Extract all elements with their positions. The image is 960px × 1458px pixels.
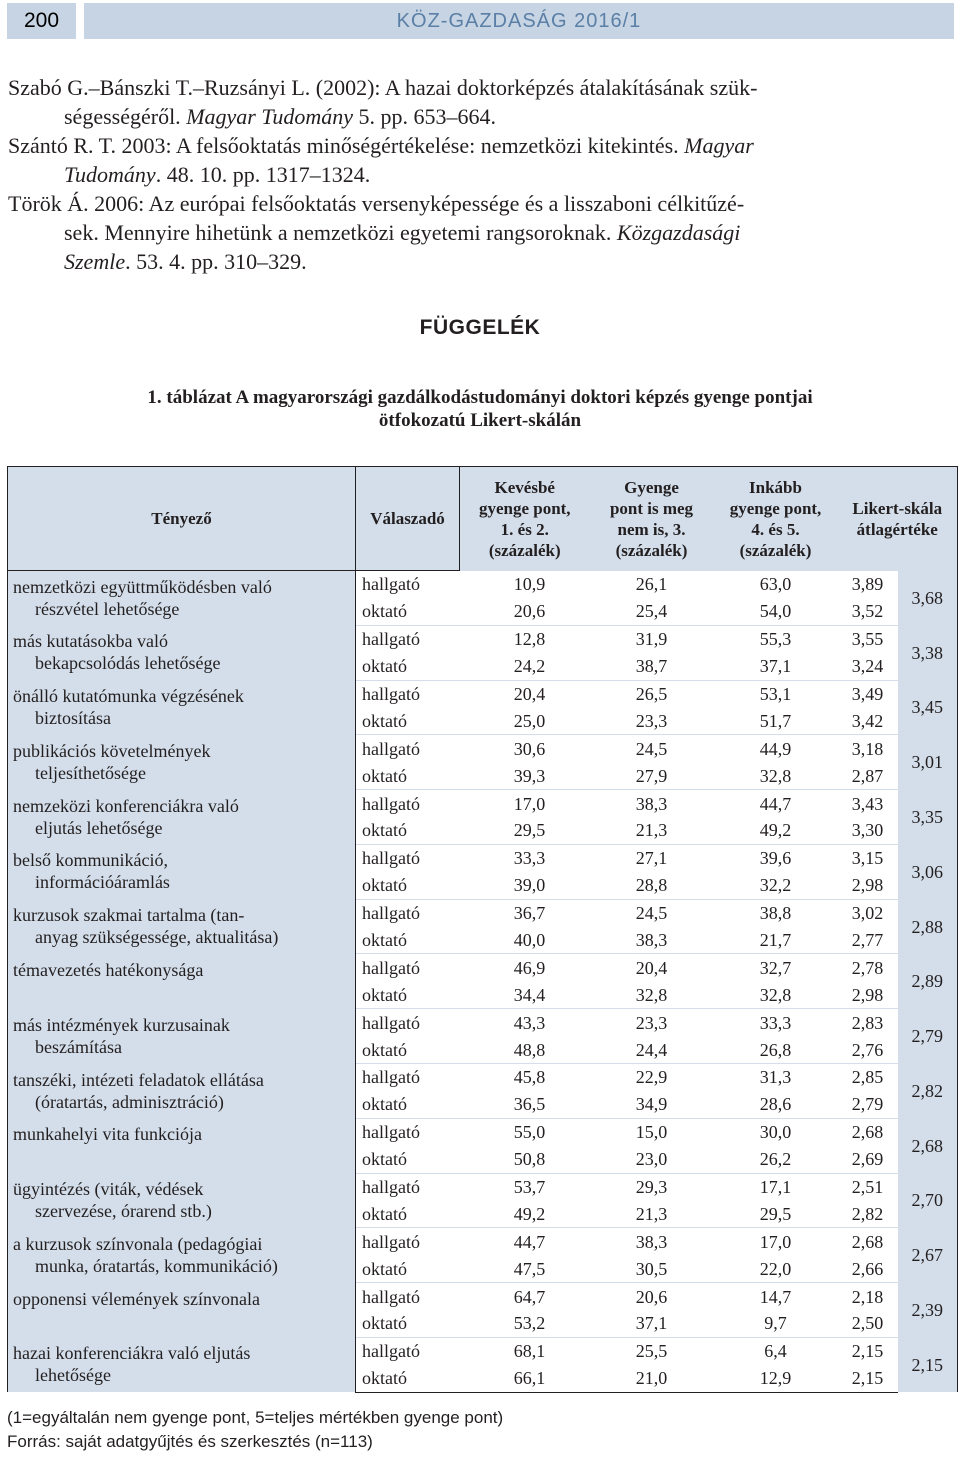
page-header [7, 3, 954, 39]
factor-label: a kurzusok színvonala (pedagógiai [13, 1233, 263, 1254]
likert-group-mean: 2,70 [898, 1173, 958, 1228]
factor-label-cont: információáramlás [35, 872, 170, 893]
likert-mean: 3,43 [838, 790, 898, 817]
respondent-cell: hallgató [356, 954, 460, 981]
table-row [8, 899, 958, 926]
more-weak-pct: 44,7 [714, 790, 838, 817]
neutral-pct: 38,3 [590, 1228, 714, 1255]
factor-cell [8, 1173, 356, 1228]
table-row [8, 1118, 958, 1145]
more-weak-pct: 29,5 [759, 1203, 792, 1224]
less-weak-pct: 10,9 [460, 571, 590, 598]
less-weak-pct: 44,7 [460, 1228, 590, 1255]
factor-label: más intézmények kurzusainak [13, 1014, 230, 1035]
less-weak-pct: 25,0 [513, 710, 546, 731]
more-weak-pct: 44,9 [714, 735, 838, 762]
neutral-pct: 21,3 [635, 1203, 668, 1224]
neutral-pct: 38,7 [635, 656, 668, 677]
more-weak-pct: 28,6 [759, 1094, 792, 1115]
more-weak-pct: 63,0 [714, 571, 838, 598]
respondent-cell: oktató [362, 656, 407, 677]
factor-label-cont: anyag szükségessége, aktualitása) [35, 927, 279, 948]
table-row [8, 1337, 958, 1364]
caption-line: 1. táblázat A magyarországi gazdálkodástudományi doktori képzés gyenge pontjai [147, 387, 813, 408]
more-weak-pct: 21,7 [759, 930, 792, 951]
factor-label: nemzeközi konferenciákra való [13, 795, 239, 816]
likert-mean: 3,49 [838, 680, 898, 707]
appendix-title: FÜGGELÉK [419, 316, 541, 339]
neutral-pct: 37,1 [635, 1313, 668, 1334]
respondent-cell: hallgató [356, 899, 460, 926]
likert-group-mean: 2,89 [898, 954, 958, 1009]
factor-label: belső kommunikáció, [13, 850, 168, 871]
neutral-pct: 15,0 [590, 1118, 714, 1145]
likert-mean: 3,55 [838, 625, 898, 652]
factor-label-cont: bekapcsolódás lehetősége [35, 653, 221, 674]
respondent-cell: hallgató [356, 1283, 460, 1310]
more-weak-pct: 31,3 [714, 1064, 838, 1091]
neutral-pct: 26,1 [590, 571, 714, 598]
likert-group-mean: 3,45 [898, 680, 958, 735]
reference-journal: Magyar Tudomány [186, 104, 354, 129]
factor-cell [8, 1337, 356, 1392]
likert-mean: 2,15 [838, 1337, 898, 1364]
respondent-cell: oktató [362, 1039, 407, 1060]
likert-mean: 2,66 [851, 1258, 884, 1279]
less-weak-pct: 53,7 [460, 1173, 590, 1200]
more-weak-pct: 6,4 [714, 1337, 838, 1364]
more-weak-pct: 14,7 [714, 1283, 838, 1310]
neutral-pct: 24,5 [590, 899, 714, 926]
more-weak-pct: 32,7 [714, 954, 838, 981]
likert-mean: 2,87 [851, 765, 884, 786]
more-weak-pct: 12,9 [714, 1365, 838, 1392]
respondent-cell: hallgató [356, 1064, 460, 1091]
more-weak-pct: 53,1 [714, 680, 838, 707]
neutral-pct: 34,9 [635, 1094, 668, 1115]
factor-label-cont: teljesíthetősége [35, 762, 146, 783]
likert-group-mean: 3,06 [898, 844, 958, 899]
more-weak-pct: 55,3 [714, 625, 838, 652]
likert-mean: 2,83 [838, 1009, 898, 1036]
factor-cell [8, 1009, 356, 1064]
respondent-cell: hallgató [356, 790, 460, 817]
respondent-cell: hallgató [356, 1009, 460, 1036]
respondent-cell: oktató [362, 984, 407, 1005]
reference-text: Török Á. 2006: Az európai felsőoktatás versenyképessége és a lisszaboni célkitűzé- [8, 191, 745, 216]
likert-mean: 3,02 [838, 899, 898, 926]
neutral-pct: 32,8 [635, 984, 668, 1005]
more-weak-pct: 22,0 [759, 1258, 792, 1279]
respondent-cell: hallgató [356, 735, 460, 762]
less-weak-pct: 49,2 [513, 1203, 546, 1224]
table-row [8, 680, 958, 707]
table-notes [7, 1406, 947, 1454]
likert-group-mean: 3,35 [898, 790, 958, 845]
more-weak-pct: 26,8 [759, 1039, 792, 1060]
respondent-cell: oktató [362, 875, 407, 896]
respondent-cell: oktató [362, 1094, 407, 1115]
factor-cell [8, 1283, 356, 1338]
likert-mean: 2,82 [851, 1203, 884, 1224]
respondent-cell: oktató [362, 1149, 407, 1170]
more-weak-pct: 37,1 [759, 656, 792, 677]
more-weak-pct: 54,0 [759, 601, 792, 622]
neutral-pct: 24,4 [635, 1039, 668, 1060]
factor-cell [8, 1118, 356, 1173]
less-weak-pct: 68,1 [460, 1337, 590, 1364]
likert-group-mean: 2,82 [898, 1064, 958, 1119]
neutral-pct: 22,9 [590, 1064, 714, 1091]
neutral-pct: 25,4 [635, 601, 668, 622]
factor-label: publikációs követelmények [13, 740, 211, 761]
likert-mean: 2,68 [838, 1228, 898, 1255]
factor-cell [8, 680, 356, 735]
more-weak-pct: 32,2 [759, 875, 792, 896]
more-weak-pct: 38,8 [714, 899, 838, 926]
reference-item [8, 131, 952, 189]
less-weak-pct: 46,9 [460, 954, 590, 981]
less-weak-pct: 50,8 [513, 1149, 546, 1170]
likert-group-mean: 2,67 [898, 1228, 958, 1283]
neutral-pct: 38,3 [590, 790, 714, 817]
likert-mean: 3,30 [851, 820, 884, 841]
less-weak-pct: 34,4 [513, 984, 546, 1005]
neutral-pct: 29,3 [590, 1173, 714, 1200]
neutral-pct: 26,5 [590, 680, 714, 707]
likert-table-wrapper [7, 466, 957, 1393]
respondent-cell: hallgató [356, 1228, 460, 1255]
respondent-cell: hallgató [356, 1118, 460, 1145]
reference-item [8, 189, 952, 276]
likert-group-mean: 2,68 [898, 1118, 958, 1173]
header-respondent: Válaszadó [356, 467, 460, 571]
likert-group-mean: 3,38 [898, 625, 958, 680]
factor-label: hazai konferenciákra való eljutás [13, 1343, 251, 1364]
likert-mean: 2,85 [838, 1064, 898, 1091]
less-weak-pct: 39,0 [513, 875, 546, 896]
less-weak-pct: 12,8 [460, 625, 590, 652]
more-weak-pct: 49,2 [759, 820, 792, 841]
more-weak-pct: 26,2 [759, 1149, 792, 1170]
likert-mean: 2,18 [838, 1283, 898, 1310]
less-weak-pct: 47,5 [513, 1258, 546, 1279]
respondent-cell: oktató [362, 1203, 407, 1224]
table-header-row [8, 467, 958, 571]
less-weak-pct: 45,8 [460, 1064, 590, 1091]
neutral-pct: 21,0 [590, 1365, 714, 1392]
journal-title: KÖZ-GAZDASÁG 2016/1 [84, 3, 954, 39]
reference-item [8, 73, 952, 131]
table-caption [30, 386, 930, 432]
likert-mean: 2,69 [851, 1149, 884, 1170]
neutral-pct: 27,9 [635, 765, 668, 786]
reference-text: . 48. 10. pp. 1317–1324. [155, 162, 371, 187]
factor-label: tanszéki, intézeti feladatok ellátása [13, 1069, 264, 1090]
likert-group-mean: 2,88 [898, 899, 958, 954]
table-row [8, 1173, 958, 1200]
less-weak-pct: 20,4 [460, 680, 590, 707]
more-weak-pct: 39,6 [714, 844, 838, 871]
reference-text: . 53. 4. pp. 310–329. [125, 249, 307, 274]
factor-label: témavezetés hatékonysága [13, 959, 204, 980]
reference-list [8, 73, 952, 276]
neutral-pct: 38,3 [635, 930, 668, 951]
respondent-cell: oktató [362, 601, 407, 622]
page-number: 200 [7, 3, 76, 39]
factor-label-cont: beszámítása [35, 1036, 122, 1057]
table-row [8, 735, 958, 762]
table-row [8, 1283, 958, 1310]
likert-table [7, 466, 958, 1393]
table-row [8, 1228, 958, 1255]
more-weak-pct: 9,7 [764, 1313, 787, 1334]
likert-group-mean: 3,01 [898, 735, 958, 790]
factor-cell [8, 1228, 356, 1283]
header-neutral: Gyenge pont is meg nem is, 3. (százalék) [590, 467, 714, 571]
table-row [8, 571, 958, 598]
reference-journal: Tudomány [64, 162, 156, 187]
less-weak-pct: 43,3 [460, 1009, 590, 1036]
factor-label-cont: munka, óratartás, kommunikáció) [35, 1255, 278, 1276]
reference-text: 5. pp. 653–664. [353, 104, 497, 129]
reference-text: Szabó G.–Bánszki T.–Ruzsányi L. (2002): A hazai doktorképzés átalakításának szük- [8, 75, 758, 100]
header-likert-average: Likert-skála átlagértéke [838, 467, 958, 571]
factor-label-cont: szervezése, órarend stb.) [35, 1201, 212, 1222]
factor-cell [8, 735, 356, 790]
factor-label-cont: (óratartás, adminisztráció) [35, 1091, 224, 1112]
less-weak-pct: 29,5 [513, 820, 546, 841]
likert-group-mean: 2,79 [898, 1009, 958, 1064]
neutral-pct: 30,5 [635, 1258, 668, 1279]
factor-cell [8, 625, 356, 680]
table-row [8, 954, 958, 981]
table-row [8, 790, 958, 817]
source-note: Forrás: saját adatgyűjtés és szerkesztés (n=113) [7, 1432, 373, 1451]
reference-text: ségességéről. [64, 104, 187, 129]
respondent-cell: hallgató [356, 1337, 460, 1364]
less-weak-pct: 39,3 [513, 765, 546, 786]
less-weak-pct: 24,2 [513, 656, 546, 677]
less-weak-pct: 40,0 [513, 930, 546, 951]
neutral-pct: 27,1 [590, 844, 714, 871]
neutral-pct: 24,5 [590, 735, 714, 762]
reference-journal: Szemle [64, 249, 126, 274]
header-less-weak: Kevésbé gyenge pont, 1. és 2. (százalék) [460, 467, 590, 571]
factor-label-cont: biztosítása [35, 708, 111, 729]
neutral-pct: 20,6 [590, 1283, 714, 1310]
neutral-pct: 21,3 [635, 820, 668, 841]
likert-group-mean: 2,15 [898, 1337, 958, 1392]
neutral-pct: 23,3 [635, 710, 668, 731]
respondent-cell: oktató [362, 1258, 407, 1279]
likert-mean: 3,15 [838, 844, 898, 871]
respondent-cell: hallgató [356, 844, 460, 871]
less-weak-pct: 30,6 [460, 735, 590, 762]
neutral-pct: 20,4 [590, 954, 714, 981]
less-weak-pct: 36,5 [513, 1094, 546, 1115]
factor-label: más kutatásokba való [13, 631, 168, 652]
likert-group-mean: 3,68 [898, 571, 958, 626]
neutral-pct: 23,0 [635, 1149, 668, 1170]
factor-cell [8, 1064, 356, 1119]
factor-label: kurzusok szakmai tartalma (tan- [13, 905, 245, 926]
respondent-cell: oktató [362, 1313, 407, 1334]
factor-label: munkahelyi vita funkciója [13, 1124, 202, 1145]
likert-mean: 2,50 [851, 1313, 884, 1334]
respondent-cell: hallgató [356, 1173, 460, 1200]
likert-mean: 2,51 [838, 1173, 898, 1200]
respondent-cell: oktató [362, 820, 407, 841]
likert-mean: 2,68 [838, 1118, 898, 1145]
less-weak-pct: 64,7 [460, 1283, 590, 1310]
less-weak-pct: 66,1 [460, 1365, 590, 1392]
less-weak-pct: 48,8 [513, 1039, 546, 1060]
more-weak-pct: 33,3 [714, 1009, 838, 1036]
neutral-pct: 28,8 [635, 875, 668, 896]
factor-label-cont: eljutás lehetősége [35, 817, 163, 838]
reference-journal: Közgazdasági [616, 220, 741, 245]
neutral-pct: 31,9 [590, 625, 714, 652]
respondent-cell: oktató [362, 765, 407, 786]
more-weak-pct: 32,8 [759, 984, 792, 1005]
likert-mean: 3,52 [851, 601, 884, 622]
respondent-cell: hallgató [356, 571, 460, 598]
respondent-cell: hallgató [356, 625, 460, 652]
likert-mean: 2,78 [838, 954, 898, 981]
table-body [8, 571, 958, 1393]
likert-mean: 2,98 [851, 875, 884, 896]
neutral-pct: 23,3 [590, 1009, 714, 1036]
neutral-pct: 25,5 [590, 1337, 714, 1364]
less-weak-pct: 33,3 [460, 844, 590, 871]
caption-line: ötfokozatú Likert-skálán [378, 410, 582, 431]
reference-text: sek. Mennyire hihetünk a nemzetközi egyetemi rangsoroknak. [64, 220, 617, 245]
more-weak-pct: 17,0 [714, 1228, 838, 1255]
likert-mean: 2,15 [838, 1365, 898, 1392]
factor-label-cont: lehetősége [35, 1365, 111, 1386]
respondent-cell: oktató [362, 930, 407, 951]
likert-mean: 2,76 [851, 1039, 884, 1060]
more-weak-pct: 51,7 [759, 710, 792, 731]
scale-note: (1=egyáltalán nem gyenge pont, 5=teljes mértékben gyenge pont) [7, 1408, 504, 1427]
respondent-cell: oktató [356, 1365, 460, 1392]
likert-mean: 2,79 [851, 1094, 884, 1115]
likert-mean: 3,42 [851, 710, 884, 731]
header-more-weak: Inkább gyenge pont, 4. és 5. (százalék) [714, 467, 838, 571]
less-weak-pct: 53,2 [513, 1313, 546, 1334]
factor-label-cont: részvétel lehetősége [35, 599, 180, 619]
respondent-cell: oktató [362, 710, 407, 731]
factor-label: önálló kutatómunka végzésének [13, 686, 244, 707]
table-row [8, 625, 958, 652]
factor-label: ügyintézés (viták, védések [13, 1179, 204, 1200]
table-row [8, 1064, 958, 1091]
likert-mean: 3,89 [838, 571, 898, 598]
factor-cell [8, 954, 356, 1009]
factor-cell [8, 844, 356, 899]
more-weak-pct: 17,1 [714, 1173, 838, 1200]
table-row [8, 1009, 958, 1036]
factor-cell [8, 571, 356, 626]
likert-group-mean: 2,39 [898, 1283, 958, 1338]
more-weak-pct: 30,0 [714, 1118, 838, 1145]
table-row [8, 844, 958, 871]
reference-text: Szántó R. T. 2003: A felsőoktatás minőségértékelése: nemzetközi kitekintés. [8, 133, 685, 158]
less-weak-pct: 55,0 [460, 1118, 590, 1145]
likert-mean: 2,98 [851, 984, 884, 1005]
reference-journal: Magyar [684, 133, 754, 158]
likert-mean: 2,77 [851, 930, 884, 951]
header-factor: Tényező [8, 467, 356, 571]
factor-label: opponensi vélemények színvonala [13, 1288, 260, 1309]
respondent-cell: hallgató [356, 680, 460, 707]
factor-cell [8, 790, 356, 845]
less-weak-pct: 20,6 [513, 601, 546, 622]
likert-mean: 3,18 [838, 735, 898, 762]
less-weak-pct: 17,0 [460, 790, 590, 817]
likert-mean: 3,24 [851, 656, 884, 677]
factor-cell [8, 899, 356, 954]
factor-label: nemzetközi együttműködésben való [13, 577, 272, 597]
more-weak-pct: 32,8 [759, 765, 792, 786]
less-weak-pct: 36,7 [460, 899, 590, 926]
